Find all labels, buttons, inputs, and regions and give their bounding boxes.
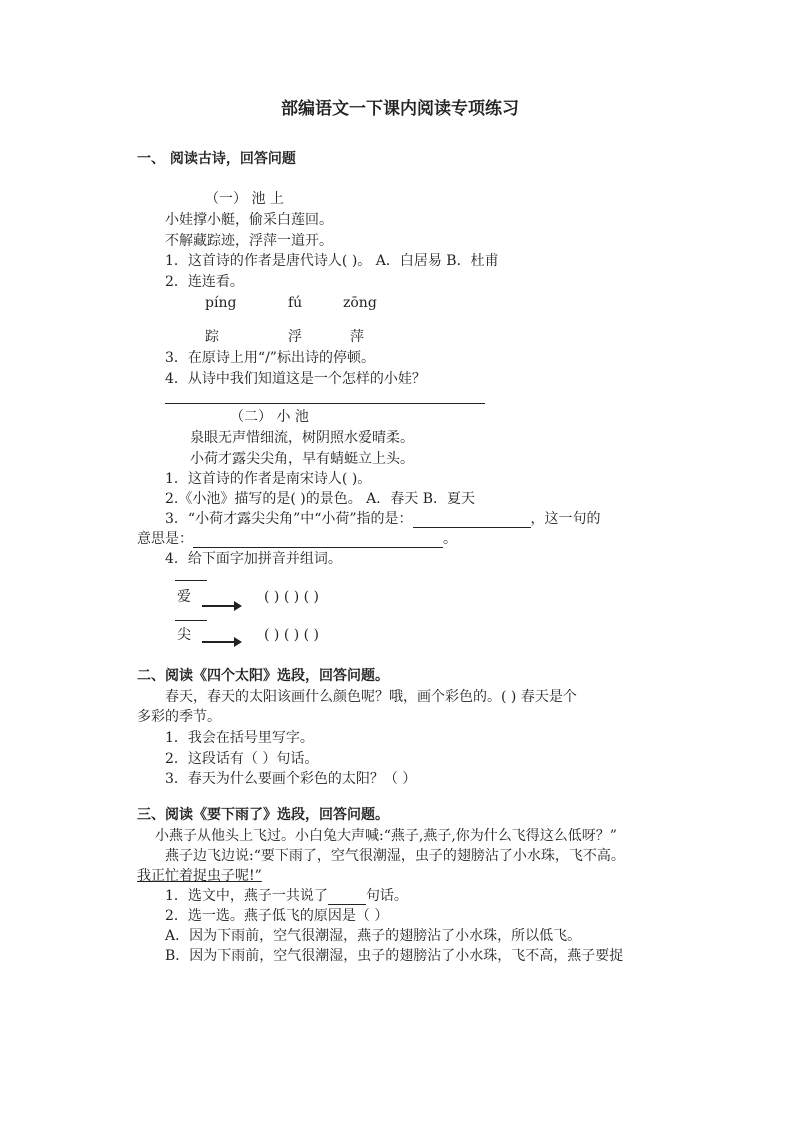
poem-2-line-2: 小荷才露尖尖角，早有蜻蜓立上头。 — [190, 451, 414, 467]
poem-1-line-2: 不解藏踪迹，浮萍一道开。 — [165, 233, 333, 249]
poem-1-question-1: 1．这首诗的作者是唐代诗人( )。 A．白居易 B．杜甫 — [165, 253, 499, 269]
q1-text: 1．选文中，燕子一共说了 — [165, 888, 328, 904]
arrow-icon — [202, 605, 240, 607]
section-3-question-2: 2．选一选。燕子低飞的原因是（ ） — [165, 908, 389, 924]
answer-line — [165, 403, 485, 404]
section-2-para-1: 春天，春天的太阳该画什么颜色呢？哦，画个彩色的。( ) 春天是个 — [165, 689, 577, 705]
poem-1-question-2: 2．连连看。 — [165, 274, 244, 290]
section-2-question-2: 2．这段话有（ ）句话。 — [165, 751, 319, 767]
parens-jian: ( ) ( ) ( ) — [264, 627, 320, 643]
poem-2-question-2: 2.《小池》描写的是( )的景色。 A．春天 B．夏天 — [165, 491, 476, 507]
poem-2-line-1: 泉眼无声惜细流，树阴照水爱晴柔。 — [190, 430, 414, 446]
meaning-end: 。 — [443, 531, 457, 547]
section-2-question-3: 3．春天为什么要画个彩色的太阳？（ ） — [165, 771, 417, 787]
option-b: B．因为下雨前，空气很潮湿，虫子的翅膀沾了小水珠，飞不高，燕子要捉 — [165, 948, 624, 964]
pinyin-ping: píng — [205, 295, 237, 311]
poem-1-line-1: 小娃撑小艇，偷采白莲回。 — [165, 212, 333, 228]
q1-text-end: 句话。 — [365, 888, 408, 904]
char-jian: 尖 — [177, 627, 191, 643]
section-3-para-2: 燕子边飞边说:“要下雨了，空气很潮湿，虫子的翅膀沾了小水珠，飞不高。 — [165, 848, 625, 864]
page-title: 部编语文一下课内阅读专项练习 — [281, 99, 519, 119]
char-zong: 踪 — [205, 329, 219, 345]
poem-2-question-3-meaning — [137, 530, 457, 548]
section-1-heading: 一、 阅读古诗，回答问题 — [137, 151, 296, 167]
section-3-question-1 — [165, 887, 408, 905]
q3-text: 3．“小荷才露尖尖角”中“小荷”指的是： — [165, 511, 413, 527]
char-ping: 萍 — [350, 329, 364, 345]
char-fu: 浮 — [288, 329, 302, 345]
section-3-para-3: 我正忙着捉虫子呢!” — [137, 868, 262, 884]
pinyin-zong: zōng — [343, 295, 377, 311]
answer-blank — [413, 513, 531, 528]
section-2-para-2: 多彩的季节。 — [137, 709, 221, 725]
answer-blank — [328, 890, 366, 905]
section-2-heading: 二、阅读《四个太阳》选段，回答问题。 — [137, 668, 389, 684]
section-3-para-1: 小燕子从他头上飞过。小白兔大声喊:“燕子,燕子,你为什么飞得这么低呀？” — [155, 828, 617, 844]
parens-ai: ( ) ( ) ( ) — [264, 589, 320, 605]
meaning-blank — [193, 533, 443, 548]
poem-2-question-3 — [165, 510, 601, 528]
poem-1-question-3: 3．在原诗上用“/”标出诗的停顿。 — [165, 350, 375, 366]
pinyin-line-jian — [175, 620, 207, 621]
pinyin-line-ai — [175, 580, 207, 581]
poem-2-question-4: 4．给下面字加拼音并组词。 — [165, 551, 342, 567]
poem-2-title: （二） 小 池 — [230, 409, 309, 425]
poem-2-question-1: 1．这首诗的作者是南宋诗人( )。 — [165, 471, 372, 487]
section-2-question-1: 1．我会在括号里写字。 — [165, 730, 314, 746]
q3-text-cont: ，这一句的 — [530, 511, 601, 527]
poem-1-question-4: 4．从诗中我们知道这是一个怎样的小娃？ — [165, 371, 426, 387]
poem-1-title: （一） 池 上 — [205, 191, 284, 207]
arrow-icon — [202, 641, 240, 643]
char-ai: 爱 — [177, 589, 191, 605]
section-3-heading: 三、阅读《要下雨了》选段，回答问题。 — [137, 807, 389, 823]
meaning-label: 意思是： — [137, 531, 193, 547]
pinyin-fu: fú — [288, 295, 303, 311]
option-a: A．因为下雨前，空气很潮湿，燕子的翅膀沾了小水珠，所以低飞。 — [165, 928, 582, 944]
